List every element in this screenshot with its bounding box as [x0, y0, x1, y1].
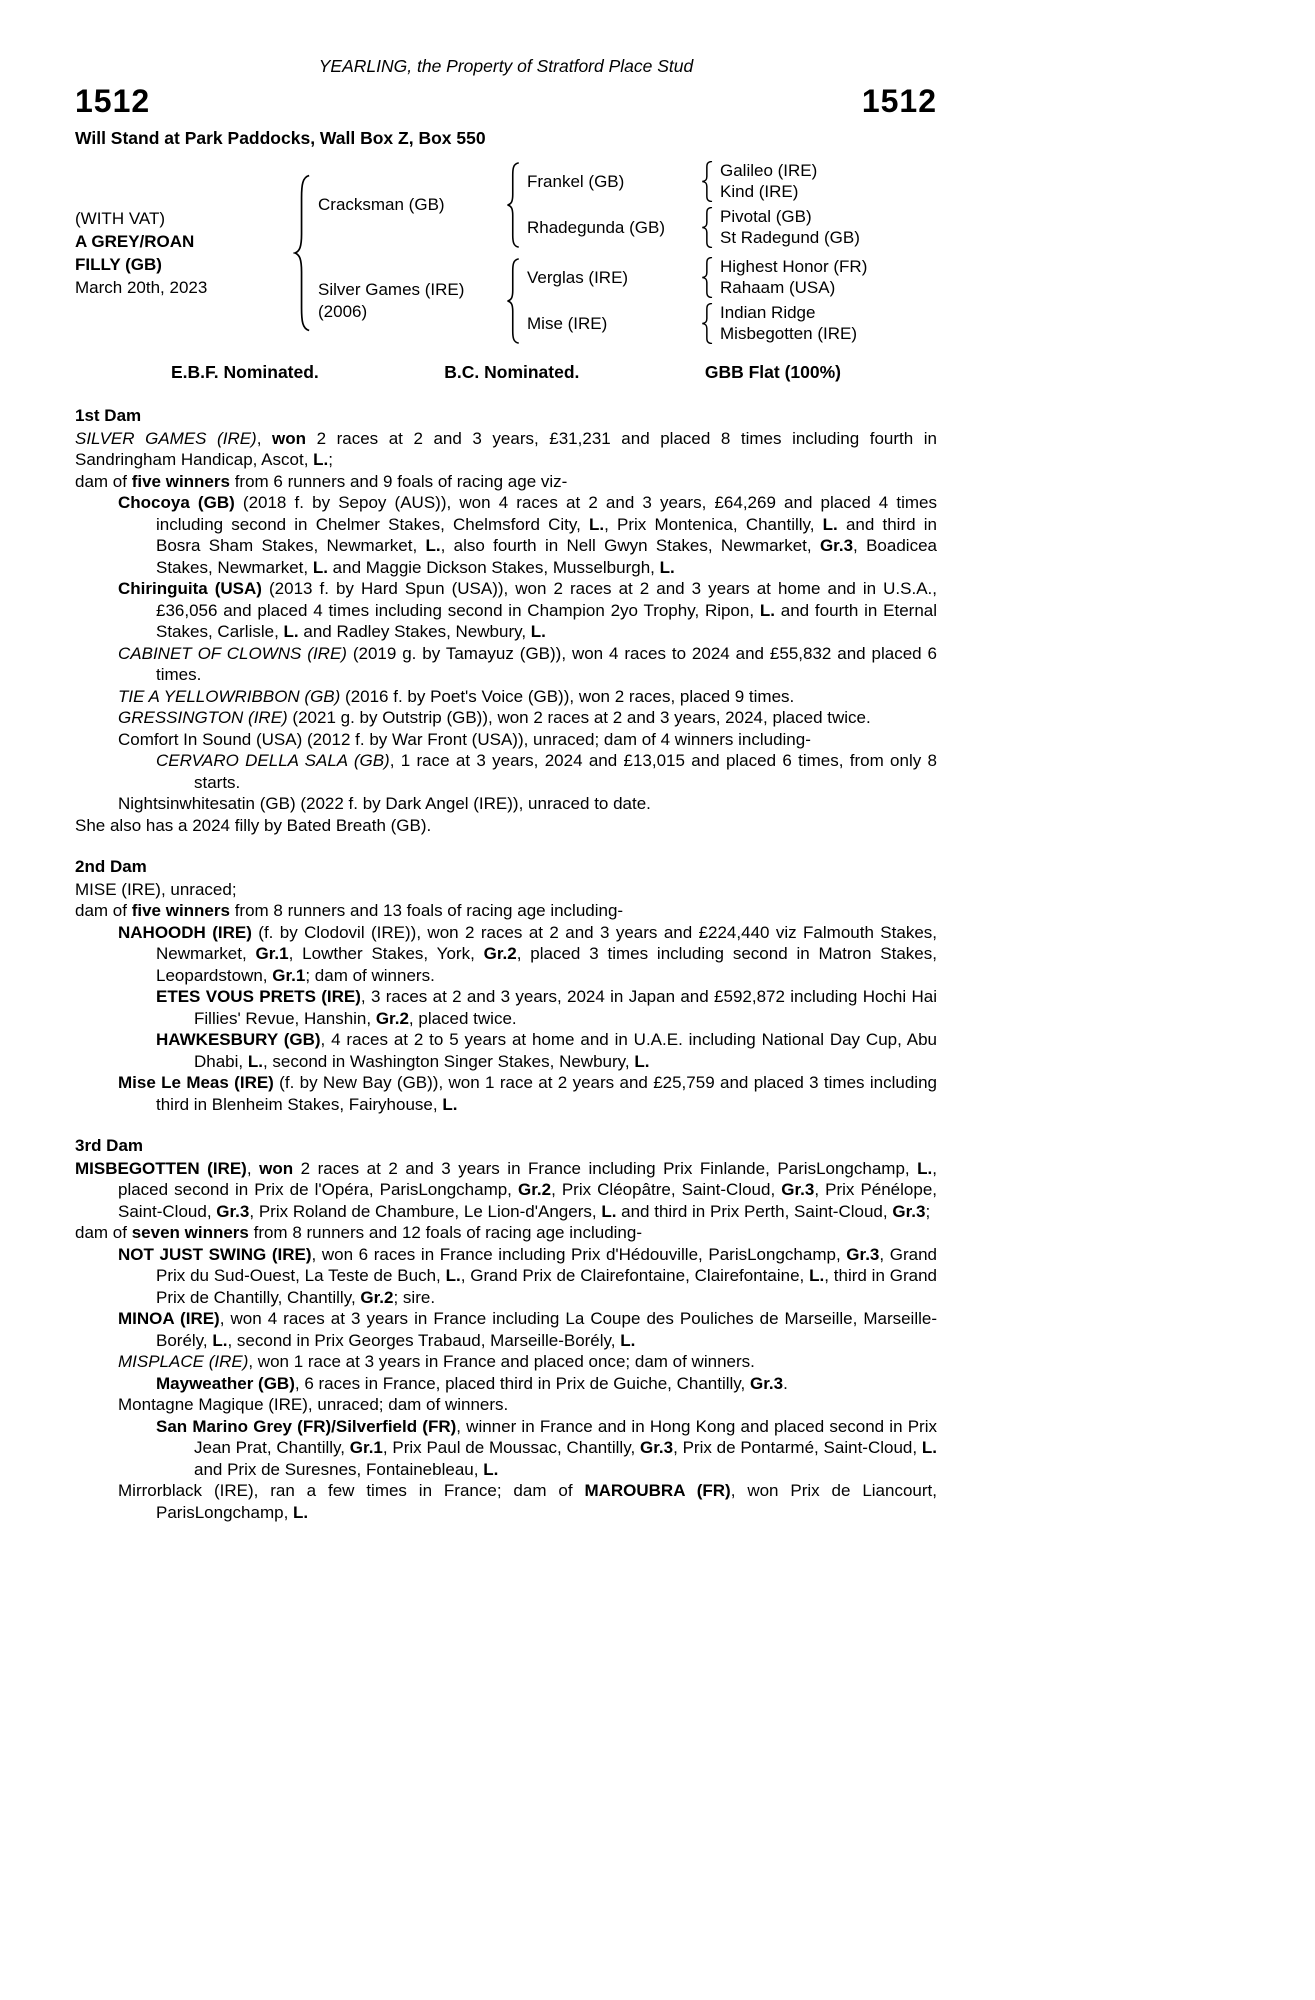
- text-run: Gr.2: [483, 944, 517, 963]
- text-run: Gr.2: [375, 1008, 409, 1028]
- gen3-pair: [720, 257, 918, 298]
- text-run: , Grand Prix du Sud-Ouest, La Teste de Buch,: [156, 1244, 937, 1285]
- text-run: , Prix Roland de Chambure, Le Lion-d'Angers,: [249, 1201, 602, 1221]
- pedigree-subject: [75, 207, 289, 299]
- text-run: seven winners: [131, 1223, 249, 1242]
- horse-name: St Radegund (GB): [720, 227, 860, 247]
- brace-icon: [701, 161, 714, 202]
- text-run: L.: [634, 1051, 650, 1071]
- text-run: , won 4 races at 3 years in France including La Coupe des Pouliches de Marseille, Marseille-Borély,: [156, 1309, 938, 1350]
- text-run: and Radley Stakes, Newbury,: [298, 622, 531, 641]
- text-run: , Boadicea Stakes, Newmarket,: [156, 536, 937, 577]
- catalogue-paragraph: [75, 492, 937, 578]
- text-run: L.: [917, 1158, 933, 1178]
- text-run: GRESSINGTON (IRE): [118, 708, 288, 727]
- text-run: , third in Grand Prix de Chantilly, Chantilly,: [156, 1266, 937, 1307]
- gen3-brace: [697, 303, 720, 344]
- dam-sections: [75, 405, 937, 1523]
- catalogue-paragraph: [75, 707, 937, 729]
- text-run: L.: [759, 600, 775, 620]
- catalogue-paragraph: [75, 750, 937, 793]
- gen3-pair: [720, 161, 918, 202]
- text-run: Gr.1: [255, 944, 289, 963]
- text-run: ,: [246, 1158, 260, 1178]
- text-run: L.: [659, 557, 675, 577]
- catalogue-paragraph: [75, 1351, 937, 1373]
- catalogue-paragraph: [75, 428, 937, 471]
- catalogue-paragraph: [75, 793, 937, 815]
- text-run: L.: [313, 450, 329, 469]
- catalogue-paragraph: [75, 1416, 937, 1481]
- catalogue-paragraph: [75, 1158, 937, 1223]
- text-run: ETES VOUS PRETS (IRE): [156, 987, 361, 1006]
- pedigree-table: [75, 161, 937, 344]
- text-run: San Marino Grey (FR)/Silverfield (FR): [156, 1416, 457, 1436]
- horse-name: Misbegotten (IRE): [720, 323, 857, 343]
- catalogue-paragraph: [75, 1222, 937, 1244]
- text-run: and Prix de Suresnes, Fontainebleau,: [194, 1459, 484, 1479]
- gen3-brace: [697, 161, 720, 202]
- horse-name: Galileo (IRE): [720, 161, 818, 180]
- text-run: MINOA (IRE): [118, 1309, 220, 1328]
- gen1-column: [318, 161, 918, 344]
- text-run: CERVARO DELLA SALA (GB): [156, 751, 390, 770]
- section-title: 2nd Dam: [75, 857, 147, 876]
- text-run: L.: [283, 622, 299, 641]
- text-run: L.: [822, 514, 838, 534]
- text-run: L.: [212, 1330, 228, 1350]
- text-run: , won Prix de Liancourt, ParisLongchamp,: [156, 1481, 937, 1522]
- catalogue-paragraph: [75, 1244, 937, 1309]
- dam-name: [318, 279, 502, 323]
- pedigree-section: [75, 405, 937, 836]
- text-run: 2 races at 2 and 3 years, £31,231 and placed 8 times including fourth in Sandringham Handicap, Ascot,: [75, 428, 937, 469]
- property-line: YEARLING, the Property of Stratford Place Stud: [318, 56, 694, 76]
- gbb-flat-label: GBB Flat (100%): [704, 362, 841, 382]
- text-run: MISPLACE (IRE): [118, 1352, 249, 1371]
- text-run: L.: [601, 1201, 617, 1221]
- text-run: from 6 runners and 9 foals of racing age viz-: [229, 471, 568, 491]
- text-run: and fourth in Eternal Stakes, Carlisle,: [156, 600, 938, 641]
- catalogue-paragraph: [75, 815, 937, 837]
- horse-name: Mise (IRE): [527, 313, 608, 333]
- text-run: Gr.3: [781, 1180, 815, 1199]
- text-run: , Grand Prix de Clairefontaine, Clairefontaine,: [460, 1266, 810, 1285]
- catalogue-paragraph: [75, 578, 937, 643]
- catalogue-paragraph: [75, 1480, 937, 1523]
- gen2-branch: [527, 207, 918, 248]
- gen1-brace: [289, 174, 318, 332]
- text-run: , 4 races at 2 to 5 years at home and in U.A.E. including National Day Cup, Abu Dhabi,: [194, 1030, 937, 1071]
- catalogue-paragraph: [75, 643, 937, 686]
- text-run: L.: [293, 1502, 309, 1522]
- gen3-pair: [720, 207, 918, 248]
- ebf-nominated-label: E.B.F. Nominated.: [171, 362, 319, 382]
- text-run: (2021 g. by Outstrip (GB)), won 2 races at 2 and 3 years, 2024, placed twice.: [287, 708, 871, 727]
- text-run: five winners: [131, 901, 230, 920]
- horse-name: Cracksman (GB): [318, 194, 445, 214]
- gen3-brace: [697, 207, 720, 248]
- text-run: and third in Prix Perth, Saint-Cloud,: [616, 1201, 893, 1221]
- stand-location-line: Will Stand at Park Paddocks, Wall Box Z, Box 550: [75, 128, 486, 148]
- horse-name: Verglas (IRE): [527, 267, 629, 287]
- text-run: , second in Prix Georges Trabaud, Marseille-Borély,: [227, 1330, 621, 1350]
- gen2-brace: [502, 162, 527, 248]
- text-run: L.: [445, 1266, 461, 1285]
- text-run: Chocoya (GB): [118, 493, 235, 512]
- text-run: Gr.3: [216, 1201, 250, 1221]
- catalogue-paragraph: [75, 729, 937, 751]
- text-run: , Prix de Pontarmé, Saint-Cloud,: [673, 1438, 922, 1457]
- text-run: , Prix Cléopâtre, Saint-Cloud,: [551, 1180, 782, 1199]
- section-title: 1st Dam: [75, 406, 142, 425]
- vat-note: (WITH VAT): [75, 208, 166, 228]
- horse-name: Kind (IRE): [720, 181, 799, 201]
- text-run: L.: [483, 1459, 499, 1479]
- text-run: , 6 races in France, placed third in Prix de Guiche, Chantilly,: [294, 1373, 750, 1393]
- sire-name: [318, 194, 502, 216]
- text-run: and Maggie Dickson Stakes, Musselburgh,: [327, 557, 660, 577]
- text-run: Gr.2: [517, 1180, 552, 1199]
- brace-icon: [701, 303, 714, 344]
- text-run: , placed 3 times including second in Matron Stakes, Leopardstown,: [156, 944, 937, 985]
- text-run: L.: [589, 514, 605, 534]
- brace-icon: [293, 174, 312, 332]
- text-run: , won 1 race at 3 years in France and placed once; dam of winners.: [248, 1352, 755, 1371]
- text-run: ;: [925, 1201, 931, 1221]
- horse-year: (2006): [318, 301, 368, 321]
- page-content: [75, 56, 937, 1523]
- text-run: L.: [530, 622, 546, 641]
- text-run: 2 races at 2 and 3 years in France including Prix Finlande, ParisLongchamp,: [293, 1158, 918, 1178]
- text-run: dam of: [75, 471, 132, 491]
- text-run: Gr.3: [750, 1373, 784, 1393]
- text-run: Gr.3: [639, 1438, 674, 1457]
- text-run: L.: [809, 1266, 825, 1285]
- text-run: Mayweather (GB): [156, 1373, 295, 1393]
- text-run: Nightsinwhitesatin (GB) (2022 f. by Dark Angel (IRE)), unraced to date.: [118, 794, 651, 813]
- text-run: Montagne Magique (IRE), unraced; dam of winners.: [118, 1395, 509, 1414]
- text-run: MISE (IRE), unraced;: [75, 879, 237, 899]
- text-run: Chiringuita (USA): [118, 579, 262, 598]
- text-run: , Prix Montenica, Chantilly,: [604, 514, 823, 534]
- text-run: NAHOODH (IRE): [118, 922, 252, 942]
- text-run: L.: [425, 536, 441, 555]
- text-run: Mise Le Meas (IRE): [118, 1073, 274, 1092]
- text-run: Gr.3: [819, 536, 854, 555]
- text-run: won: [259, 1158, 294, 1178]
- catalogue-paragraph: [75, 1072, 937, 1115]
- gen2-branch: [527, 303, 918, 344]
- brace-icon: [701, 207, 714, 248]
- text-run: HAWKESBURY (GB): [156, 1030, 321, 1049]
- text-run: (2018 f. by Sepoy (AUS)), won 4 races at 2 and 3 years, £64,269 and placed 4 times including second in Chelmer Stakes, Chelmsford City,: [156, 493, 937, 534]
- foal-date: March 20th, 2023: [75, 277, 208, 297]
- text-run: , 3 races at 2 and 3 years, 2024 in Japan and £592,872 including Hochi Hai Fillies' Revue, Hanshin,: [194, 987, 937, 1028]
- catalogue-paragraph: [75, 1029, 937, 1072]
- text-run: L.: [442, 1094, 458, 1114]
- text-run: , won 6 races in France including Prix d'Hédouville, ParisLongchamp,: [311, 1244, 847, 1264]
- text-run: .: [783, 1373, 788, 1393]
- horse-name: Silver Games (IRE): [318, 279, 465, 299]
- text-run: CABINET OF CLOWNS (IRE): [118, 643, 347, 663]
- text-run: dam of: [75, 901, 132, 920]
- text-run: ; dam of winners.: [305, 965, 435, 985]
- gen2-brace: [502, 258, 527, 344]
- text-run: (f. by Clodovil (IRE)), won 2 races at 2 and 3 years and £224,440 viz Falmouth Stakes, Newmarket,: [156, 922, 937, 963]
- brace-icon: [506, 162, 521, 248]
- dam-gen2-column: [527, 257, 918, 344]
- text-run: Mirrorblack (IRE), ran a few times in France; dam of: [118, 1481, 585, 1500]
- text-run: , placed twice.: [408, 1008, 517, 1028]
- text-run: (2013 f. by Hard Spun (USA)), won 2 races at 2 and 3 years at home and in U.S.A., £36,056 and placed 4 times including second in Champion 2yo Trophy, Ripon,: [156, 579, 937, 620]
- gen3-brace: [697, 257, 720, 298]
- lot-number-row: [75, 83, 937, 120]
- sire-branch: [318, 161, 918, 248]
- brace-icon: [701, 257, 714, 298]
- horse-name: Highest Honor (FR): [720, 257, 868, 276]
- horse-name: Indian Ridge: [720, 303, 816, 322]
- text-run: TIE A YELLOWRIBBON (GB): [118, 686, 341, 706]
- text-run: L.: [247, 1051, 263, 1071]
- text-run: , placed second in Prix de l'Opéra, ParisLongchamp,: [118, 1158, 937, 1199]
- text-run: L.: [312, 557, 328, 577]
- catalogue-paragraph: [75, 686, 937, 708]
- section-title: 3rd Dam: [75, 1136, 144, 1155]
- text-run: , Prix Paul de Moussac, Chantilly,: [382, 1438, 640, 1457]
- text-run: five winners: [131, 471, 230, 491]
- pedigree-section: [75, 856, 937, 1115]
- text-run: Gr.1: [349, 1438, 383, 1457]
- text-run: , 1 race at 3 years, 2024 and £13,015 and placed 6 times, from only 8 starts.: [194, 751, 937, 792]
- text-run: Gr.1: [272, 965, 306, 985]
- horse-name: Frankel (GB): [527, 171, 625, 191]
- text-run: from 8 runners and 13 foals of racing age including-: [229, 901, 624, 920]
- catalogue-paragraph: [75, 922, 937, 987]
- text-run: She also has a 2024 filly by Bated Breath (GB).: [75, 815, 432, 835]
- bc-nominated-label: B.C. Nominated.: [444, 362, 580, 382]
- text-run: from 8 runners and 12 foals of racing age including-: [248, 1223, 642, 1242]
- text-run: NOT JUST SWING (IRE): [118, 1244, 312, 1264]
- catalogue-paragraph: [75, 1373, 937, 1395]
- text-run: ; sire.: [393, 1287, 436, 1307]
- text-run: (2019 g. by Tamayuz (GB)), won 4 races to 2024 and £55,832 and placed 6 times.: [156, 643, 937, 684]
- text-run: Gr.3: [846, 1244, 880, 1264]
- text-run: (f. by New Bay (GB)), won 1 race at 2 years and £25,759 and placed 3 times including third in Blenheim Stakes, Fairyhouse,: [156, 1073, 937, 1114]
- dam-branch: [318, 257, 918, 344]
- text-run: MAROUBRA (FR): [584, 1481, 731, 1500]
- text-run: ,: [256, 428, 273, 448]
- gen2-branch: [527, 257, 918, 298]
- text-run: won: [272, 428, 307, 448]
- lot-number-left: 1512: [75, 83, 151, 119]
- subject-name-line1: A GREY/ROAN: [75, 231, 195, 251]
- subject-name-line2: FILLY (GB): [75, 254, 162, 274]
- gen3-pair: [720, 303, 918, 344]
- gen2-branch: [527, 161, 918, 202]
- text-run: MISBEGOTTEN (IRE): [75, 1158, 247, 1178]
- catalogue-paragraph: [75, 879, 937, 901]
- text-run: and third in Bosra Sham Stakes, Newmarket,: [156, 514, 937, 555]
- text-run: SILVER GAMES (IRE): [75, 428, 257, 448]
- text-run: (2016 f. by Poet's Voice (GB)), won 2 races, placed 9 times.: [340, 686, 795, 706]
- text-run: L.: [620, 1330, 636, 1350]
- text-run: , also fourth in Nell Gwyn Stakes, Newmarket,: [440, 536, 820, 555]
- brace-icon: [506, 258, 521, 344]
- text-run: , second in Washington Singer Stakes, Newbury,: [262, 1051, 635, 1071]
- text-run: Gr.2: [360, 1287, 394, 1307]
- catalogue-paragraph: [75, 471, 937, 493]
- catalogue-paragraph: [75, 1308, 937, 1351]
- nominations-row: [75, 362, 937, 383]
- text-run: , Lowther Stakes, York,: [288, 944, 484, 963]
- horse-name: Rahaam (USA): [720, 277, 836, 297]
- pedigree-section: [75, 1135, 937, 1523]
- text-run: dam of: [75, 1223, 132, 1242]
- catalogue-paragraph: [75, 1394, 937, 1416]
- text-run: Gr.3: [892, 1201, 926, 1221]
- catalogue-paragraph: [75, 900, 937, 922]
- horse-name: Pivotal (GB): [720, 207, 812, 226]
- catalogue-paragraph: [75, 986, 937, 1029]
- lot-number-right: 1512: [861, 83, 937, 119]
- text-run: , Prix Pénélope, Saint-Cloud,: [118, 1180, 938, 1221]
- horse-name: Rhadegunda (GB): [527, 217, 665, 237]
- sire-gen2-column: [527, 161, 918, 248]
- text-run: ;: [328, 450, 333, 469]
- text-run: L.: [921, 1438, 937, 1457]
- text-run: Comfort In Sound (USA) (2012 f. by War Front (USA)), unraced; dam of 4 winners including-: [118, 729, 811, 749]
- text-run: , winner in France and in Hong Kong and placed second in Prix Jean Prat, Chantilly,: [194, 1416, 937, 1457]
